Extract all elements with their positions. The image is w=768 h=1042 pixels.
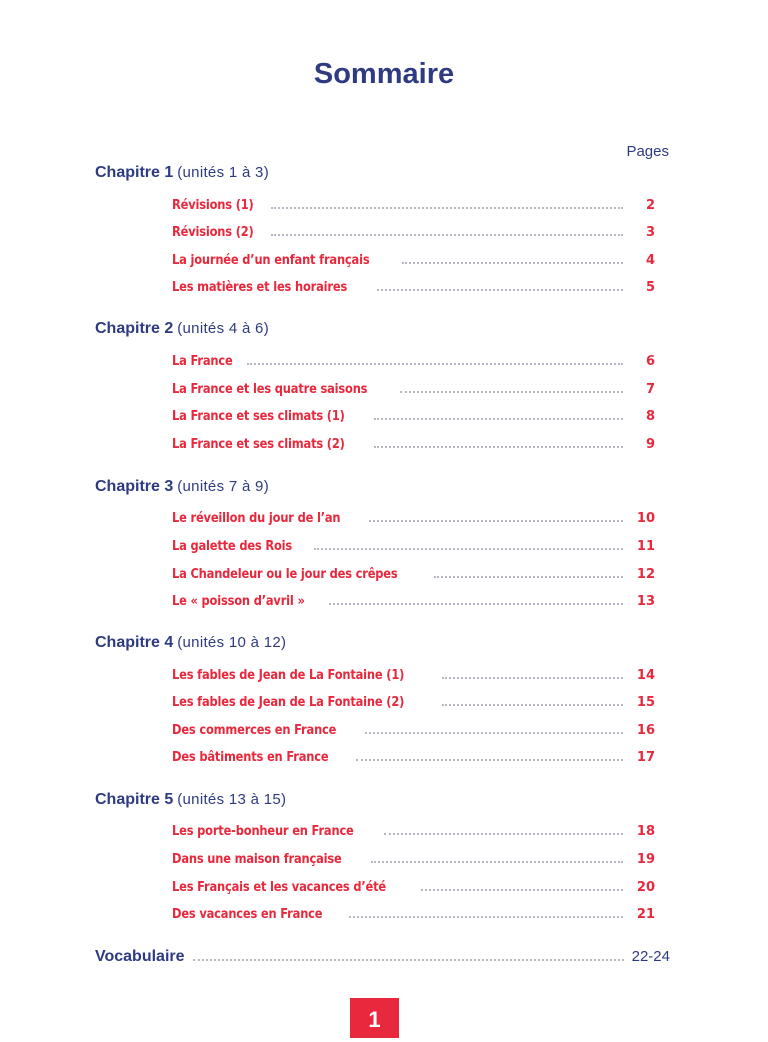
- toc-entry-label: Des vacances en France: [172, 907, 323, 922]
- toc-entry-label: Révisions (1): [172, 198, 254, 213]
- page-title: Sommaire: [313, 58, 455, 90]
- dot-leader: [349, 903, 623, 918]
- toc-entry[interactable]: [172, 691, 655, 711]
- toc-entry[interactable]: [172, 746, 655, 766]
- toc-entry-page: 3: [645, 225, 655, 240]
- toc-entry-label: Dans une maison française: [172, 852, 342, 867]
- toc-entry[interactable]: [172, 820, 655, 840]
- toc-entry-label: Les Français et les vacances d’été: [172, 880, 387, 895]
- toc-entry-page: 12: [636, 567, 655, 582]
- toc-entry-page: 13: [636, 594, 655, 609]
- dot-leader: [314, 535, 623, 550]
- toc-entry-page: 19: [636, 852, 655, 867]
- toc-entry[interactable]: [172, 590, 655, 610]
- dot-leader: [384, 820, 623, 835]
- dot-leader: [377, 276, 623, 291]
- toc-entry[interactable]: [172, 249, 655, 269]
- dot-leader: [271, 194, 623, 209]
- toc-entry-page: 5: [645, 280, 655, 295]
- dot-leader: [402, 249, 623, 264]
- dot-leader: [329, 590, 623, 605]
- toc-entry-page: 6: [645, 354, 655, 369]
- chapter-5-heading: [95, 791, 286, 809]
- toc-entry-label: Des commerces en France: [172, 723, 337, 738]
- toc-entry[interactable]: [172, 903, 655, 923]
- chapter-subtitle: (unités 4 à 6): [177, 320, 269, 337]
- toc-entry-page: 4: [645, 253, 655, 268]
- dot-leader: [400, 378, 623, 393]
- toc-entry[interactable]: [172, 405, 655, 425]
- chapter-subtitle: (unités 13 à 15): [177, 791, 287, 808]
- toc-entry-page: 18: [636, 824, 655, 839]
- toc-entry[interactable]: [172, 848, 655, 868]
- toc-entry-page: 20: [636, 880, 655, 895]
- dot-leader: [442, 664, 623, 679]
- pages-column-header: Pages: [626, 143, 669, 160]
- toc-entry-page: 15: [636, 695, 655, 710]
- chapter-title: Chapitre 4: [95, 634, 174, 651]
- vocabulary-label: Vocabulaire: [95, 948, 185, 965]
- dot-leader: [369, 507, 623, 522]
- chapter-1-heading: [95, 164, 269, 182]
- toc-entry-label: La France et ses climats (1): [172, 409, 345, 424]
- dot-leader: [374, 405, 623, 420]
- toc-entry-label: Les fables de Jean de La Fontaine (2): [172, 695, 405, 710]
- toc-entry-label: Les fables de Jean de La Fontaine (1): [172, 668, 405, 683]
- toc-entry-page: 21: [636, 907, 655, 922]
- chapter-subtitle: (unités 10 à 12): [177, 634, 287, 651]
- toc-entry[interactable]: [172, 507, 655, 527]
- toc-entry-label: La France: [172, 354, 233, 369]
- chapter-title: Chapitre 5: [95, 791, 174, 808]
- toc-entry[interactable]: [172, 350, 655, 370]
- toc-entry-page: 9: [645, 437, 655, 452]
- toc-entry-label: Les matières et les horaires: [172, 280, 348, 295]
- toc-entry[interactable]: [172, 276, 655, 296]
- chapter-3-heading: [95, 478, 269, 496]
- toc-entry[interactable]: [172, 194, 655, 214]
- page-number-badge: 1: [350, 998, 399, 1038]
- toc-entry-label: La Chandeleur ou le jour des crêpes: [172, 567, 398, 582]
- toc-entry[interactable]: [172, 535, 655, 555]
- toc-entry[interactable]: [172, 563, 655, 583]
- dot-leader: [271, 221, 623, 236]
- dot-leader: [434, 563, 623, 578]
- toc-entry[interactable]: [172, 433, 655, 453]
- toc-entry-label: La France et ses climats (2): [172, 437, 345, 452]
- toc-entry-label: La France et les quatre saisons: [172, 382, 368, 397]
- toc-entry-page: 7: [645, 382, 655, 397]
- toc-entry-page: 17: [636, 750, 655, 765]
- toc-entry-vocabulary[interactable]: [95, 946, 670, 966]
- vocabulary-page: 22-24: [631, 948, 670, 965]
- dot-leader: [247, 350, 623, 365]
- toc-entry-label: Le « poisson d’avril »: [172, 594, 305, 609]
- toc-entry-page: 10: [636, 511, 655, 526]
- toc-entry-label: Les porte-bonheur en France: [172, 824, 354, 839]
- toc-entry-page: 14: [636, 668, 655, 683]
- chapter-2-heading: [95, 320, 269, 338]
- toc-entry[interactable]: [172, 221, 655, 241]
- chapter-subtitle: (unités 1 à 3): [177, 164, 269, 181]
- toc-entry[interactable]: [172, 378, 655, 398]
- toc-entry-label: La galette des Rois: [172, 539, 293, 554]
- dot-leader: [365, 719, 623, 734]
- toc-entry-label: Révisions (2): [172, 225, 254, 240]
- chapter-title: Chapitre 3: [95, 478, 174, 495]
- dot-leader: [193, 946, 624, 961]
- toc-entry-page: 11: [636, 539, 655, 554]
- chapter-subtitle: (unités 7 à 9): [177, 478, 269, 495]
- toc-entry[interactable]: [172, 664, 655, 684]
- toc-entry-page: 16: [636, 723, 655, 738]
- toc-entry-page: 2: [645, 198, 655, 213]
- dot-leader: [356, 746, 623, 761]
- chapter-title: Chapitre 2: [95, 320, 174, 337]
- toc-entry[interactable]: [172, 719, 655, 739]
- toc-entry-page: 8: [645, 409, 655, 424]
- dot-leader: [442, 691, 623, 706]
- dot-leader: [371, 848, 623, 863]
- toc-entry-label: La journée d’un enfant français: [172, 253, 370, 268]
- toc-entry-label: Des bâtiments en France: [172, 750, 329, 765]
- chapter-title: Chapitre 1: [95, 164, 174, 181]
- dot-leader: [374, 433, 623, 448]
- chapter-4-heading: [95, 634, 286, 652]
- toc-entry[interactable]: [172, 876, 655, 896]
- toc-entry-label: Le réveillon du jour de l’an: [172, 511, 341, 526]
- dot-leader: [421, 876, 623, 891]
